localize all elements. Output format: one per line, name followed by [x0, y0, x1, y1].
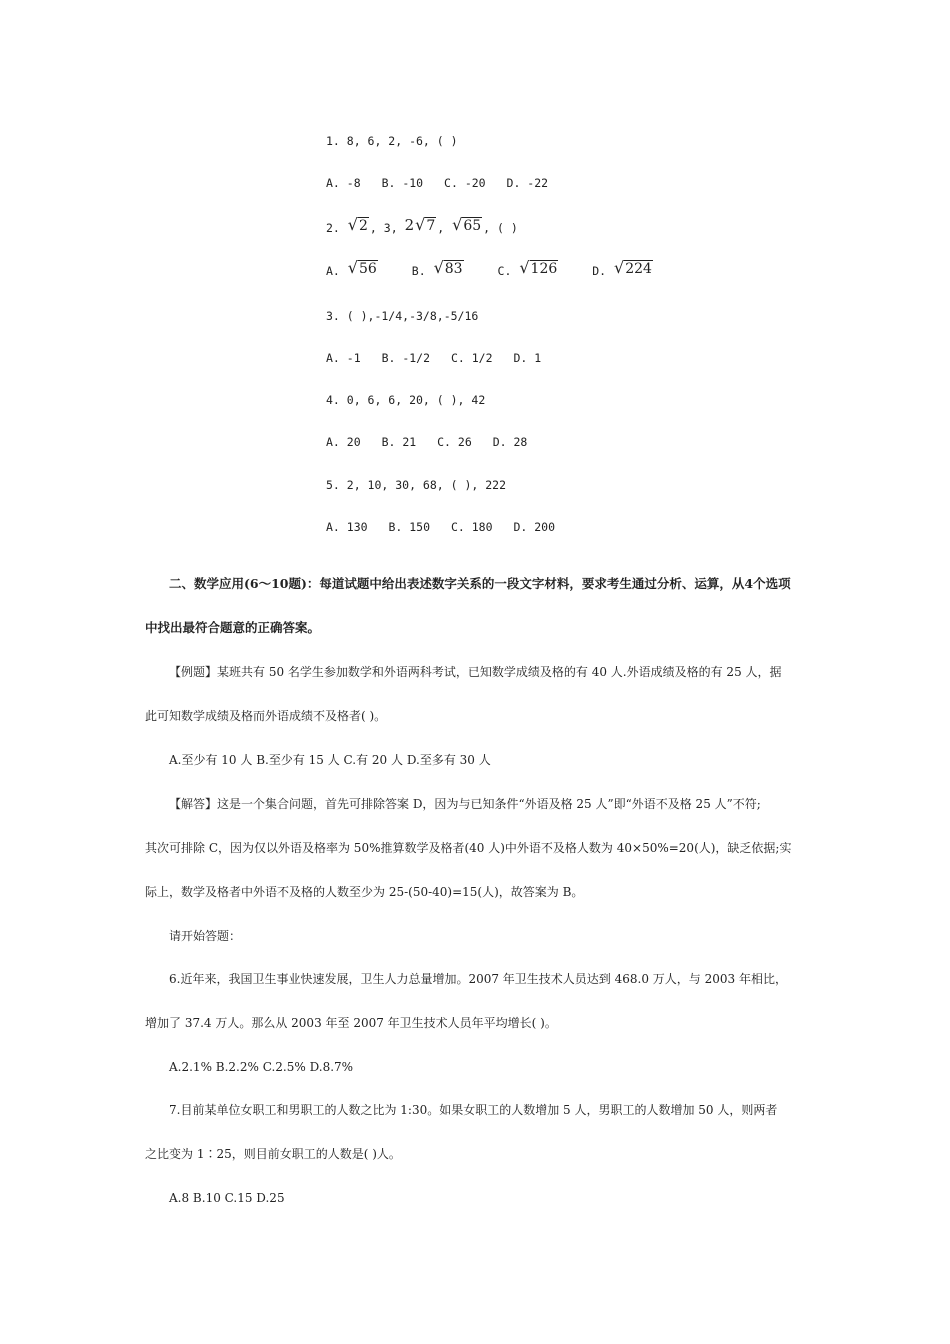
option-a: A. -1	[326, 351, 361, 365]
option-b: B. 150	[388, 520, 431, 534]
question-6-options: A.2.1% B.2.2% C.2.5% D.8.7%	[169, 1060, 354, 1074]
example-line-2: 此可知数学成绩及格而外语成绩不及格者( )。	[145, 709, 387, 723]
question-7-options: A.8 B.10 C.15 D.25	[169, 1191, 285, 1205]
option-b: B. 21	[381, 435, 417, 449]
option-c-sqrt: √126	[519, 258, 558, 277]
option-c: C. 1/2	[450, 351, 493, 365]
question-7-line-2: 之比变为 1∶25，则目前女职工的人数是( )人。	[145, 1147, 401, 1161]
sqrt-term-4: √65	[452, 215, 482, 234]
question-2-options	[326, 259, 654, 282]
option-a-sqrt: √56	[347, 258, 377, 277]
option-b: B. -1/2	[381, 351, 431, 365]
question-6-line-2: 增加了 37.4 万人。那么从 2003 年至 2007 年卫生技术人员年平均增长( )。	[145, 1016, 557, 1030]
question-2-number: 2.	[326, 221, 340, 235]
section-2-heading-line-2: 中找出最符合题意的正确答案。	[145, 620, 321, 635]
question-5: 5. 2, 10, 30, 68, ( ), 222	[326, 478, 507, 492]
option-d: D. 1	[513, 351, 542, 365]
question-5-options	[326, 519, 569, 535]
term-2: 3,	[383, 221, 398, 235]
option-d-sqrt: √224	[614, 258, 652, 277]
section-2-heading-line-1: 二、数学应用(6～10题)：每道试题中给出表述数字关系的一段文字材料，要求考生通过分析、运算，从4个选项	[169, 576, 791, 591]
sqrt-term-3: 2√7	[404, 215, 436, 234]
option-b-label: B.	[411, 264, 426, 278]
example-options: A.至少有 10 人 B.至少有 15 人 C.有 20 人 D.至多有 30 人	[169, 753, 491, 767]
option-a: A. 20	[326, 435, 361, 449]
sqrt-term-1: √2	[347, 215, 368, 234]
question-3-options	[326, 350, 555, 366]
option-c-label: C.	[497, 264, 512, 278]
question-4: 4. 0, 6, 6, 20, ( ), 42	[326, 393, 486, 407]
start-prompt: 请开始答题：	[169, 929, 242, 943]
answer-line-2: 其次可排除 C，因为仅以外语及格率为 50%推算数学及格者(40 人)中外语不及格人数为 40×50%=20(人)，缺乏依据;实	[145, 841, 792, 855]
answer-line-3: 际上，数学及格者中外语不及格的人数至少为 25-(50-40)=15(人)，故答案为 B。	[145, 885, 584, 899]
question-1: 1. 8, 6, 2, -6, ( )	[326, 134, 458, 148]
option-d: D. 28	[492, 435, 528, 449]
answer-line-1: 【解答】这是一个集合问题，首先可排除答案 D，因为与已知条件“外语及格 25 人”即“外语不及格 25 人”不符;	[169, 797, 761, 811]
option-c: C. -20	[444, 176, 486, 190]
question-7-line-1: 7.目前某单位女职工和男职工的人数之比为 1:30。如果女职工的人数增加 5 人，男职工的人数增加 50 人，则两者	[169, 1103, 778, 1117]
option-a: A. -8	[326, 176, 361, 190]
option-b-sqrt: √83	[433, 258, 463, 277]
option-d-label: D.	[592, 264, 607, 278]
question-1-options	[326, 175, 562, 191]
question-3: 3. ( ),-1/4,-3/8,-5/16	[326, 309, 479, 323]
example-line-1: 【例题】某班共有 50 名学生参加数学和外语两科考试，已知数学成绩及格的有 40 人.外语成绩及格的有 25 人，据	[169, 665, 782, 679]
question-2: 2. √2 , 3, 2√7 , √65 , ( )	[326, 215, 518, 235]
question-2-tail: , ( )	[483, 221, 518, 235]
option-d: D. 200	[513, 520, 555, 534]
question-6-line-1: 6.近年来，我国卫生事业快速发展，卫生人力总量增加。2007 年卫生技术人员达到 468.0 万人，与 2003 年相比，	[169, 972, 787, 986]
question-4-options	[326, 434, 541, 450]
option-c: C. 26	[437, 435, 472, 449]
option-b: B. -10	[381, 176, 424, 190]
option-c: C. 180	[450, 520, 493, 534]
option-a-label: A.	[326, 264, 340, 278]
option-a: A. 130	[326, 520, 368, 534]
option-d: D. -22	[506, 176, 549, 190]
